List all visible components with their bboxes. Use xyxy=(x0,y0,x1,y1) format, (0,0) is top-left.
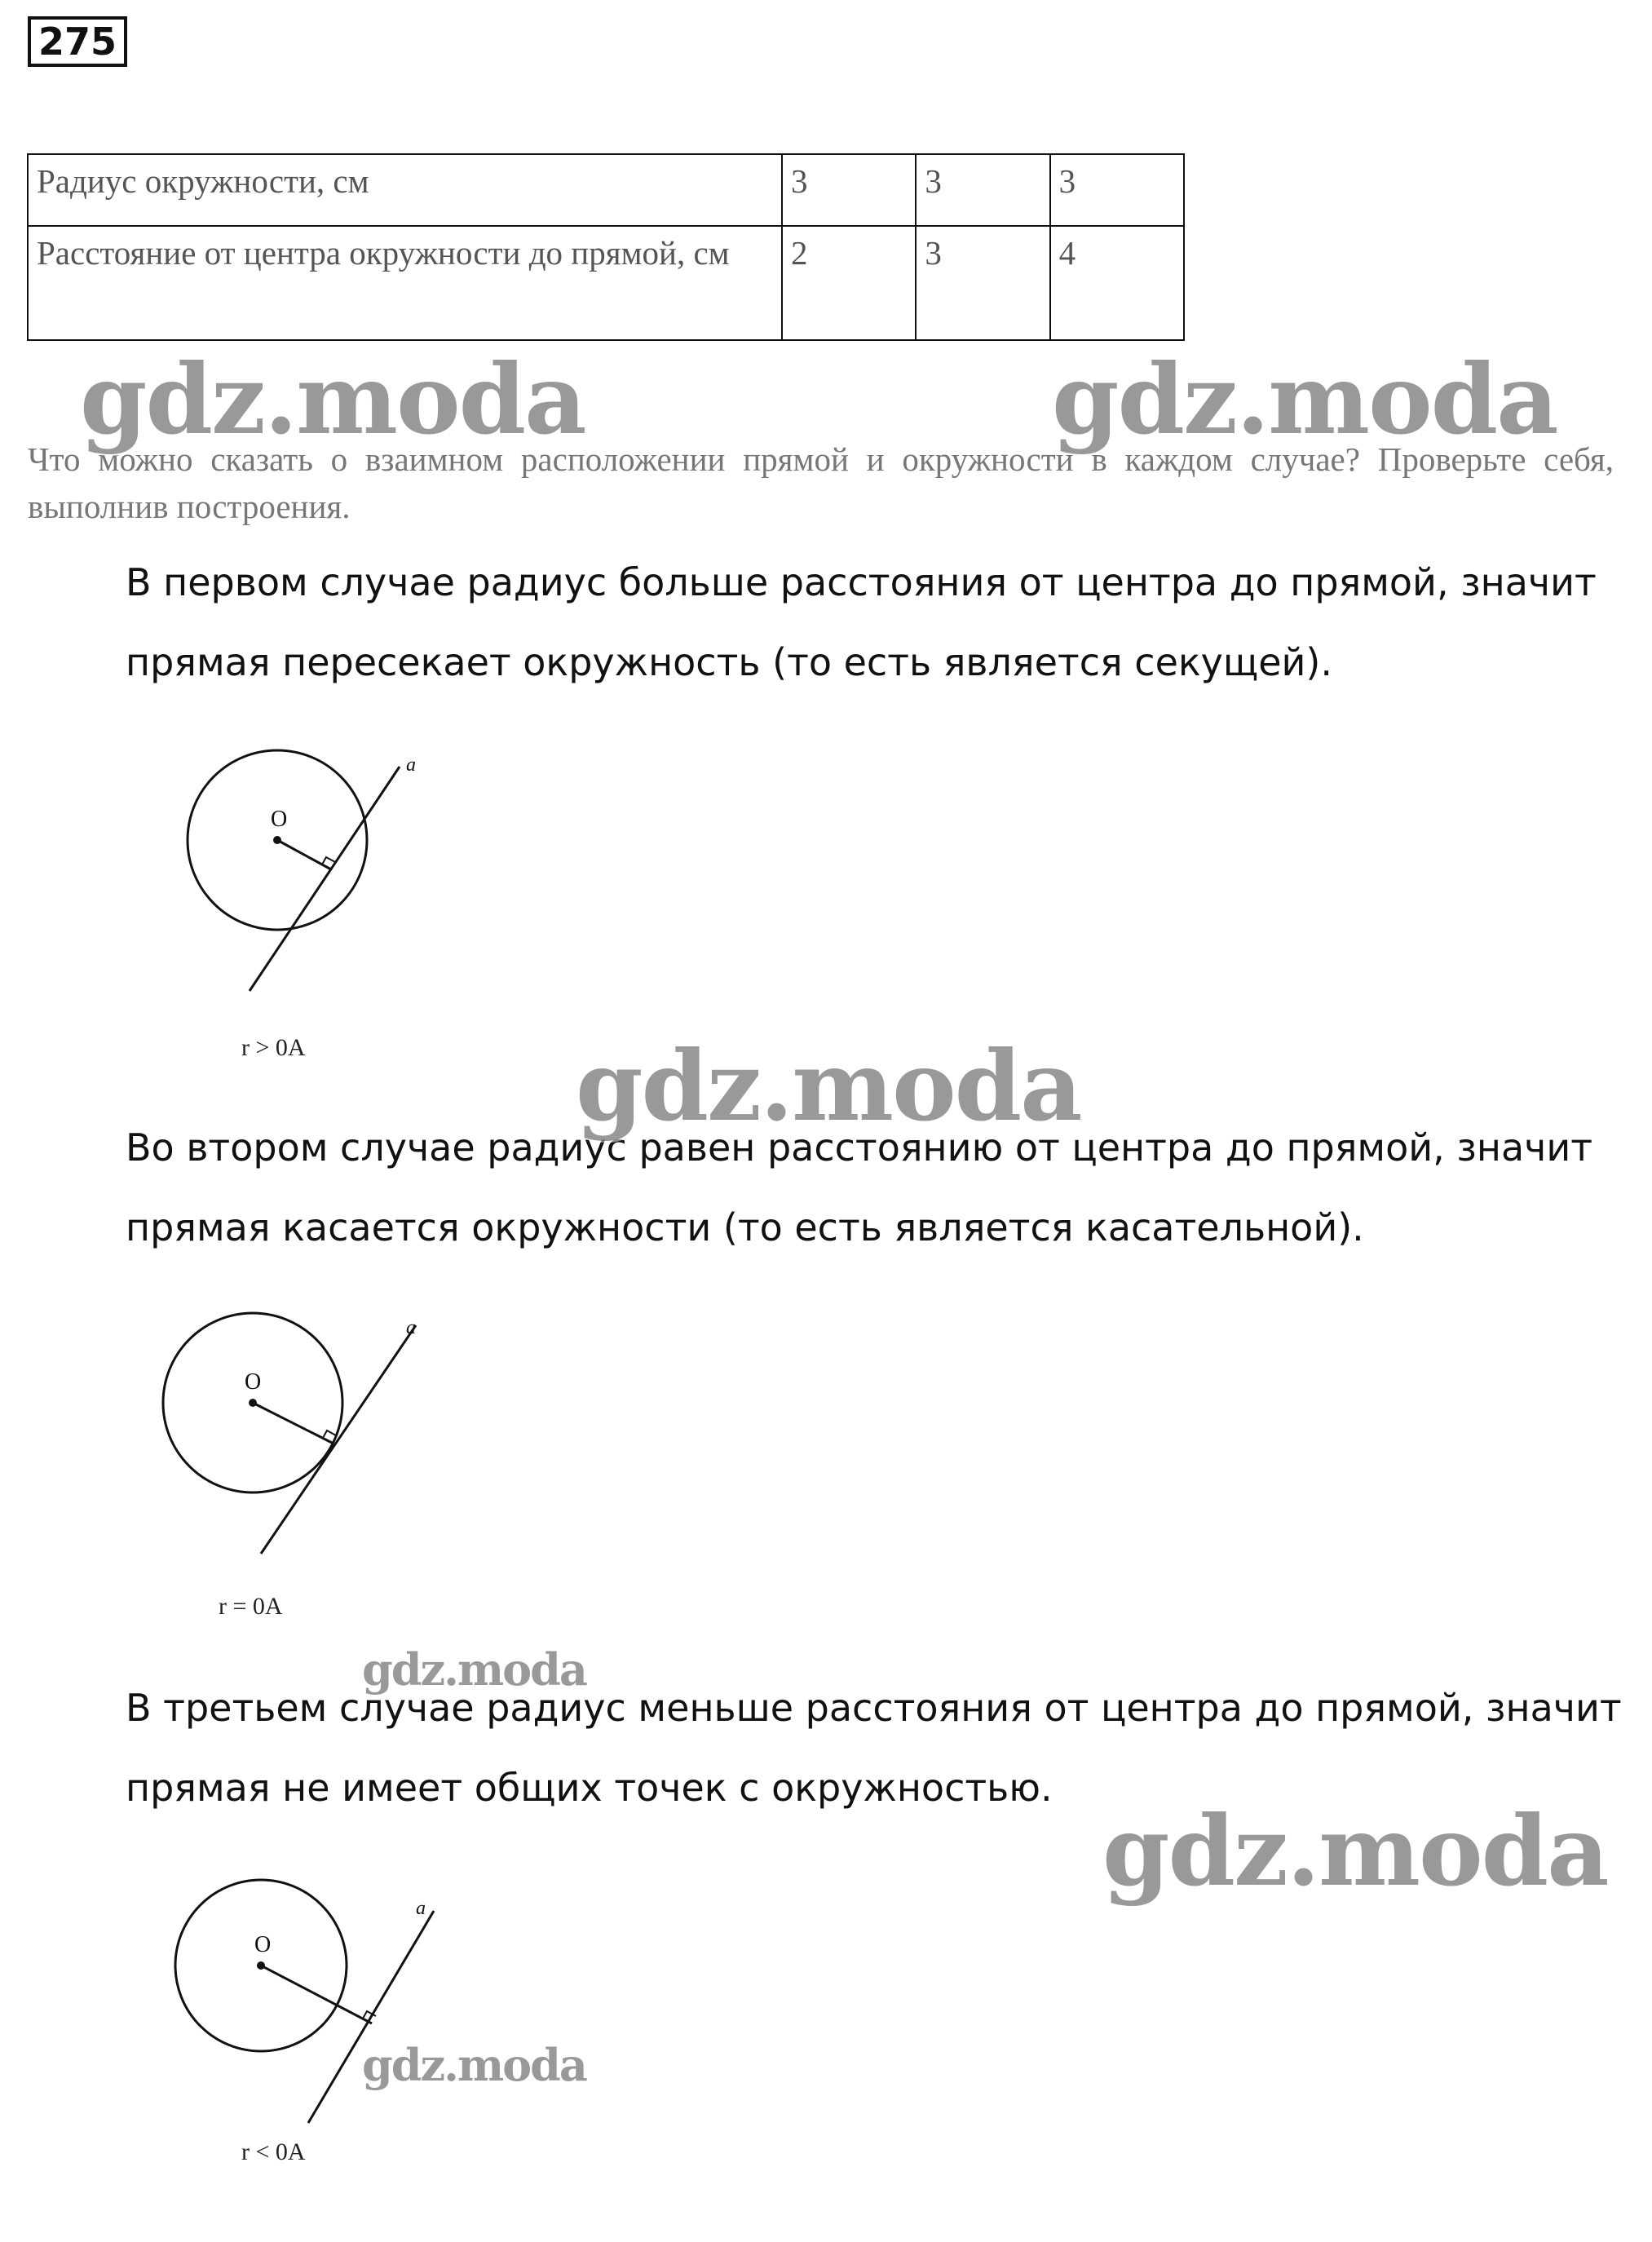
radius-segment xyxy=(261,1966,372,2023)
table-cell-label: Радиус окружности, см xyxy=(28,154,782,226)
center-label: O xyxy=(271,807,288,832)
table-cell-value: 3 xyxy=(1050,154,1184,226)
answer-text-3: В третьем случае радиус меньше расстояния от центра до прямой, значит прямая не имеет общих точек с окружностью. xyxy=(126,1686,1622,1810)
watermark: gdz.moda xyxy=(362,2039,586,2091)
right-angle-mark xyxy=(322,857,335,865)
answer-text-2: Во втором случае радиус равен расстоянию от центра до прямой, значит прямая касается окружности (то есть является касательной). xyxy=(126,1125,1593,1249)
watermark: gdz.moda xyxy=(1102,1794,1608,1908)
center-label: O xyxy=(254,1932,272,1957)
radius-segment xyxy=(253,1403,332,1443)
center-label: O xyxy=(245,1369,262,1395)
line-label: a xyxy=(406,1317,416,1338)
answer-text-1: В первом случае радиус больше расстояния от центра до прямой, значит прямая пересекает окружность (то есть является секущей). xyxy=(126,560,1597,684)
table-cell-label: Расстояние от центра окружности до прямой, см xyxy=(28,226,782,340)
center-point xyxy=(257,1961,265,1970)
line-a xyxy=(261,1325,416,1554)
figure-caption: r = 0A xyxy=(219,1593,283,1620)
table-cell-value: 2 xyxy=(782,226,916,340)
question-text: Что можно сказать о взаимном расположении прямой и окружности в каждом случае? Проверьте себя, выполнив построения. xyxy=(28,440,1614,525)
watermark: gdz.moda xyxy=(576,1029,1081,1143)
table-cell-value: 3 xyxy=(916,226,1049,340)
data-table xyxy=(27,153,1185,341)
line-label: a xyxy=(406,754,416,776)
task-number: 275 xyxy=(28,16,127,67)
table-cell-value: 3 xyxy=(782,154,916,226)
radius-segment xyxy=(277,840,331,869)
line-a xyxy=(308,1911,434,2123)
center-point xyxy=(273,836,281,844)
secant-diagram xyxy=(155,738,465,1007)
line-a xyxy=(250,767,400,991)
center-point xyxy=(249,1399,257,1407)
no-intersection-diagram xyxy=(147,1864,489,2133)
watermark: gdz.moda xyxy=(80,343,585,456)
line-label: a xyxy=(416,1898,426,1919)
watermark: gdz.moda xyxy=(1052,343,1557,456)
figure-caption: r < 0A xyxy=(241,2138,306,2165)
table-row xyxy=(28,226,1184,340)
table-cell-value: 4 xyxy=(1050,226,1184,340)
tangent-diagram xyxy=(130,1301,440,1570)
right-angle-mark xyxy=(323,1431,336,1438)
figure-caption: r > 0A xyxy=(241,1034,306,1061)
table-row xyxy=(28,154,1184,226)
watermark: gdz.moda xyxy=(362,1643,586,1696)
table-cell-value: 3 xyxy=(916,154,1049,226)
